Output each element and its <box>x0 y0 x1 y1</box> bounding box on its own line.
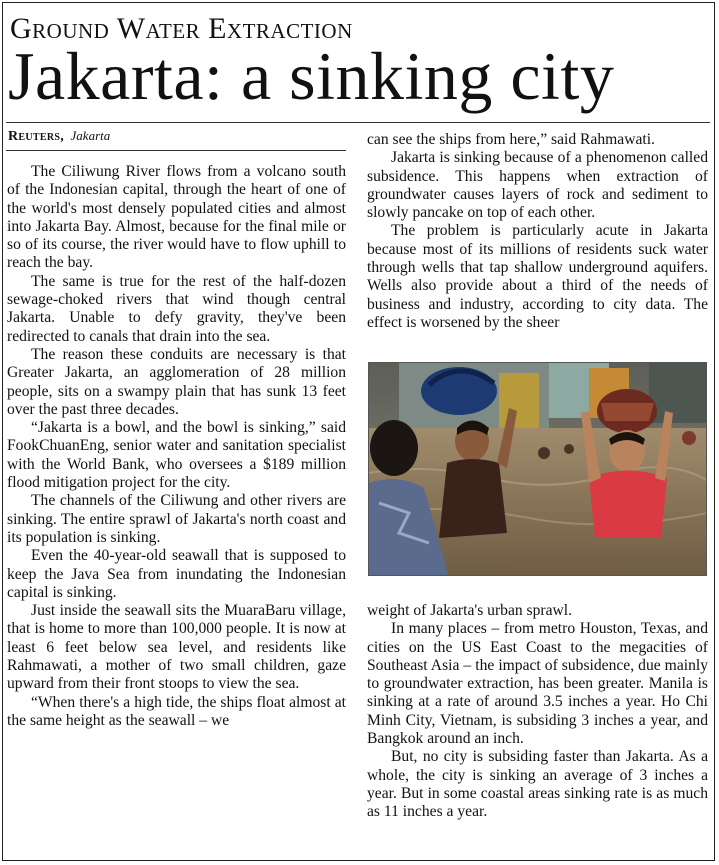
paragraph: “Jakarta is a bowl, and the bowl is sinking,” said FookChuanEng, senior water and sanitation specialist with the World Bank, who oversees a $189 million flood mitigation project for the city. <box>7 419 346 492</box>
paragraph: The Ciliwung River flows from a volcano south of the Indonesian capital, through the heart of one of the world's most densely populated cities and almost into Jakarta Bay. Almost, because for the final mile or so of its course, the river would have to flow uphill to reach the bay. <box>7 163 346 272</box>
left-column <box>7 163 346 730</box>
article-headline: Jakarta: a sinking city <box>8 38 615 114</box>
paragraph: The same is true for the rest of the half-dozen sewage-choked rivers that wind though central Jakarta. Unable to defy gravity, they've been redirected to canals that drain into the sea. <box>7 272 346 345</box>
flood-photo-icon <box>369 363 707 576</box>
paragraph: In many places – from metro Houston, Texas, and cities on the US East Coast to the megacities of Southeast Asia – the impact of subsidence, due mainly to groundwater extraction, has been greater. Manila is sinking at a rate of around 3.5 inches a year. Ho Chi Minh City, Vietnam, is subsiding 3 inches a year, and Bangkok around an inch. <box>367 620 708 748</box>
paragraph: can see the ships from here,” said Rahmawati. <box>367 131 655 148</box>
paragraph: But, no city is subsiding faster than Jakarta. As a whole, the city is sinking an average of 3 inches a year. But in some coastal areas sinking rate is as much as 11 inches a year. <box>367 748 708 821</box>
paragraph: The problem is particularly acute in Jakarta because most of its millions of residents suck water through wells that tap shallow underground aquifers. Wells also provide about a third of the needs of business and industry, according to city data. The effect is worsened by the sheer <box>367 222 708 331</box>
paragraph: Even the 40-year-old seawall that is supposed to keep the Java Sea from inundating the Indonesian capital is sinking. <box>7 547 346 601</box>
paragraph: weight of Jakarta's urban sprawl. <box>367 602 573 619</box>
paragraph: The channels of the Ciliwung and other rivers are sinking. The entire sprawl of Jakarta's north coast and its population is sinking. <box>7 492 346 546</box>
byline-agency: Reuters, <box>8 129 65 144</box>
paragraph: Just inside the seawall sits the MuaraBaru village, that is home to more than 100,000 people. It is now at least 6 feet below sea level, and residents like Rahmawati, a mother of two small children, gaze upward from their front stoops to view the sea. <box>7 602 346 693</box>
byline-divider <box>6 150 346 151</box>
paragraph: “When there's a high tide, the ships float almost at the same height as the seawall – we <box>7 693 346 729</box>
right-column-top <box>367 131 708 332</box>
article-kicker: Ground Water Extraction <box>10 12 353 45</box>
byline <box>8 128 110 145</box>
headline-divider <box>6 122 710 123</box>
paragraph: Jakarta is sinking because of a phenomenon called subsidence. This happens when extraction of groundwater causes layers of rock and sediment to slowly pancake on top of each other. <box>367 149 708 222</box>
flood-photo <box>368 362 707 576</box>
paragraph: The reason these conduits are necessary is that Greater Jakarta, an agglomeration of 28 million people, sits on a swampy plain that has sunk 13 feet over the past three decades. <box>7 345 346 418</box>
byline-place: Jakarta <box>70 128 111 143</box>
right-column-bottom <box>367 602 708 822</box>
